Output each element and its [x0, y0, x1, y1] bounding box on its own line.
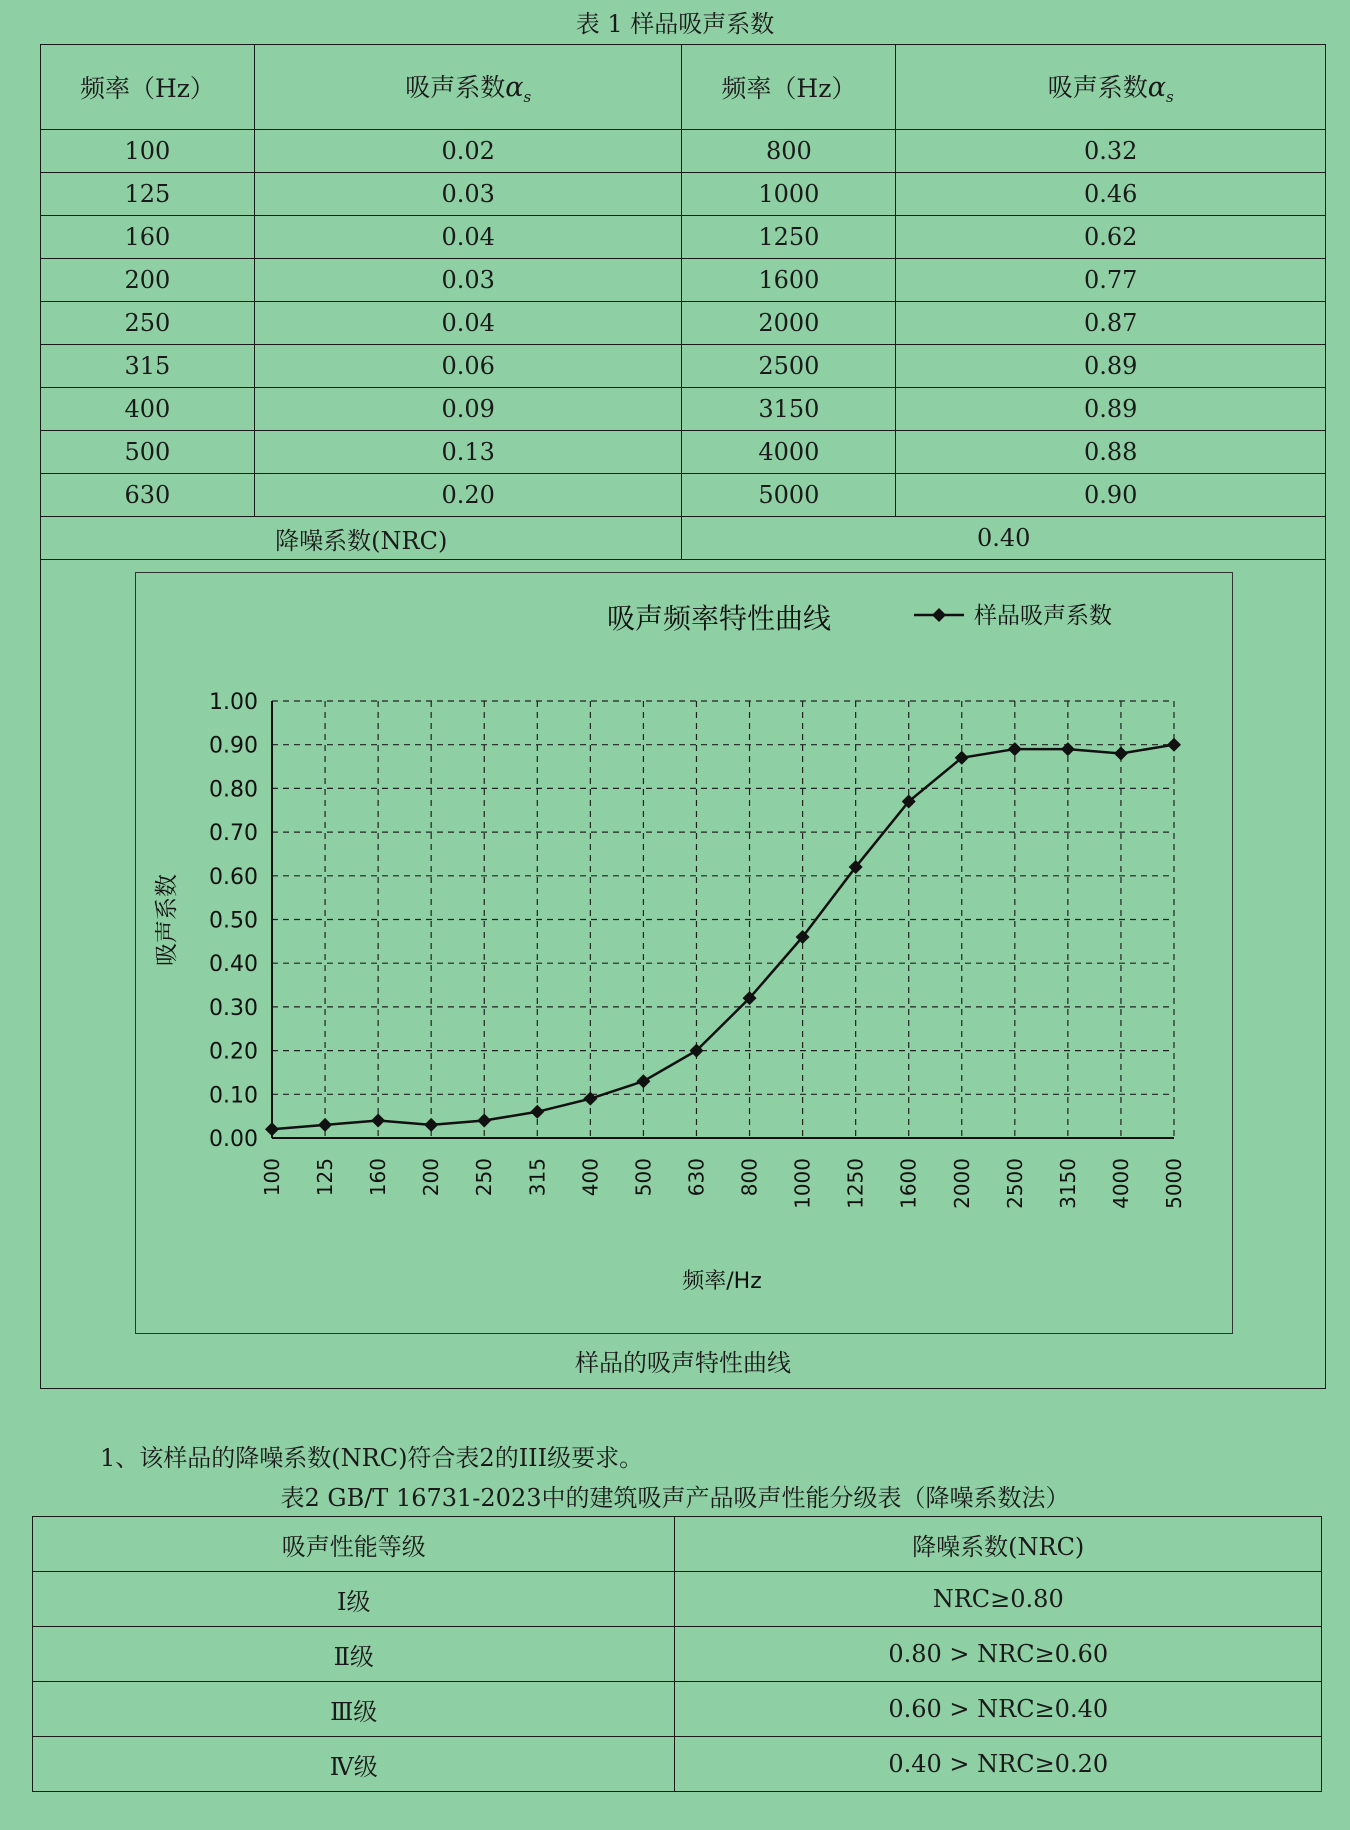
table-row	[33, 1682, 1322, 1737]
y-tick-label: 0.60	[209, 864, 258, 890]
data-point	[371, 1114, 385, 1128]
data-point	[636, 1074, 650, 1088]
cell: NRC≥0.80	[675, 1572, 1322, 1627]
cell: 3150	[682, 388, 896, 431]
cell: Ⅰ级	[33, 1572, 675, 1627]
chart-title: 吸声频率特性曲线	[606, 602, 832, 635]
absorption-table	[40, 44, 1326, 1389]
cell: 100	[41, 130, 255, 173]
x-tick-label: 125	[313, 1158, 338, 1197]
y-tick-label: 0.70	[209, 821, 258, 847]
table-row	[41, 474, 1326, 517]
cell: 800	[682, 130, 896, 173]
x-tick-label: 400	[578, 1158, 603, 1197]
cell: 0.13	[254, 431, 682, 474]
cell: 200	[41, 259, 255, 302]
cell: 0.89	[896, 388, 1326, 431]
header-nrc: 降噪系数(NRC)	[675, 1517, 1322, 1572]
table-row	[33, 1572, 1322, 1627]
y-tick-label: 0.40	[209, 952, 258, 978]
cell: 0.88	[896, 431, 1326, 474]
cell: 0.90	[896, 474, 1326, 517]
y-tick-label: 1.00	[209, 690, 258, 715]
x-tick-label: 250	[472, 1158, 497, 1197]
header-frequency-1: 频率（Hz）	[41, 45, 255, 130]
x-tick-label: 200	[419, 1158, 444, 1197]
cell: 4000	[682, 431, 896, 474]
nrc-label: 降噪系数(NRC)	[41, 517, 682, 560]
cell: 500	[41, 431, 255, 474]
table-row	[41, 130, 1326, 173]
cell: 125	[41, 173, 255, 216]
table-row	[41, 302, 1326, 345]
x-tick-label: 2500	[1002, 1158, 1027, 1209]
nrc-value: 0.40	[682, 517, 1326, 560]
cell: 0.20	[254, 474, 682, 517]
data-point	[318, 1118, 332, 1132]
note-text: 1、该样品的降噪系数(NRC)符合表2的III级要求。	[100, 1444, 644, 1472]
x-tick-label: 800	[737, 1158, 762, 1197]
cell: 0.04	[254, 302, 682, 345]
cell: 1000	[682, 173, 896, 216]
x-tick-label: 315	[525, 1158, 550, 1197]
y-tick-label: 0.30	[209, 995, 258, 1021]
cell: 1600	[682, 259, 896, 302]
data-point	[1167, 738, 1181, 752]
cell: 0.40 > NRC≥0.20	[675, 1737, 1322, 1792]
cell: 0.04	[254, 216, 682, 259]
table1-caption: 表 1 样品吸声系数	[575, 10, 775, 38]
table-row	[41, 345, 1326, 388]
table-header-row	[41, 45, 1326, 130]
nrc-row	[41, 517, 1326, 560]
table-header-row	[33, 1517, 1322, 1572]
table-row	[41, 431, 1326, 474]
data-point	[530, 1105, 544, 1119]
cell: 0.87	[896, 302, 1326, 345]
cell: Ⅲ级	[33, 1682, 675, 1737]
cell: 315	[41, 345, 255, 388]
x-tick-label: 2000	[949, 1158, 974, 1209]
x-tick-label: 160	[366, 1158, 391, 1197]
data-point	[265, 1122, 279, 1136]
table-row	[41, 388, 1326, 431]
table-row	[41, 259, 1326, 302]
header-grade: 吸声性能等级	[33, 1517, 675, 1572]
cell: 0.03	[254, 173, 682, 216]
y-tick-label: 0.90	[209, 733, 258, 759]
header-frequency-2: 频率（Hz）	[682, 45, 896, 130]
cell: 0.46	[896, 173, 1326, 216]
chart-caption: 样品的吸声特性曲线	[575, 1349, 791, 1377]
table-row	[33, 1627, 1322, 1682]
cell: 1250	[682, 216, 896, 259]
y-tick-label: 0.80	[209, 777, 258, 803]
cell: 5000	[682, 474, 896, 517]
y-tick-label: 0.10	[209, 1083, 258, 1109]
table-row	[33, 1737, 1322, 1792]
y-tick-label: 0.50	[209, 908, 258, 934]
header-alpha-2: 吸声系数$\alpha_s$	[896, 45, 1326, 130]
grading-table	[32, 1516, 1322, 1792]
data-point	[477, 1114, 491, 1128]
cell: 0.03	[254, 259, 682, 302]
cell: 0.09	[254, 388, 682, 431]
cell: 630	[41, 474, 255, 517]
x-tick-label: 3150	[1055, 1158, 1080, 1209]
series-line	[272, 745, 1174, 1130]
x-axis-label: 频率/Hz	[682, 1269, 762, 1294]
cell: Ⅳ级	[33, 1737, 675, 1792]
chart-cell	[41, 560, 1326, 1389]
legend-marker	[932, 608, 946, 622]
x-tick-label: 1000	[790, 1158, 815, 1209]
cell: Ⅱ级	[33, 1627, 675, 1682]
cell: 0.77	[896, 259, 1326, 302]
x-tick-label: 630	[684, 1158, 709, 1197]
cell: 0.62	[896, 216, 1326, 259]
y-tick-label: 0.00	[209, 1127, 258, 1152]
table-row	[41, 173, 1326, 216]
legend-label: 样品吸声系数	[974, 603, 1112, 629]
x-tick-label: 1600	[896, 1158, 921, 1209]
x-tick-label: 4000	[1108, 1158, 1133, 1209]
data-point	[1061, 742, 1075, 756]
absorption-chart	[136, 573, 1232, 1333]
data-point	[424, 1118, 438, 1132]
table-row	[41, 216, 1326, 259]
cell: 2500	[682, 345, 896, 388]
y-axis-label: 吸声系数	[154, 874, 180, 966]
y-tick-label: 0.20	[209, 1039, 258, 1065]
cell: 160	[41, 216, 255, 259]
cell: 250	[41, 302, 255, 345]
cell: 0.02	[254, 130, 682, 173]
cell: 0.60 > NRC≥0.40	[675, 1682, 1322, 1737]
x-tick-label: 1250	[843, 1158, 868, 1209]
cell: 0.80 > NRC≥0.60	[675, 1627, 1322, 1682]
cell: 0.06	[254, 345, 682, 388]
cell: 0.32	[896, 130, 1326, 173]
table2-caption: 表2 GB/T 16731-2023中的建筑吸声产品吸声性能分级表（降噪系数法）	[280, 1484, 1070, 1512]
x-tick-label: 5000	[1162, 1158, 1186, 1209]
header-alpha-1: 吸声系数$\alpha_s$	[254, 45, 682, 130]
cell: 2000	[682, 302, 896, 345]
cell: 0.89	[896, 345, 1326, 388]
chart-frame	[135, 572, 1233, 1334]
x-tick-label: 100	[260, 1158, 284, 1197]
cell: 400	[41, 388, 255, 431]
data-point	[1114, 746, 1128, 760]
x-tick-label: 500	[631, 1158, 656, 1197]
